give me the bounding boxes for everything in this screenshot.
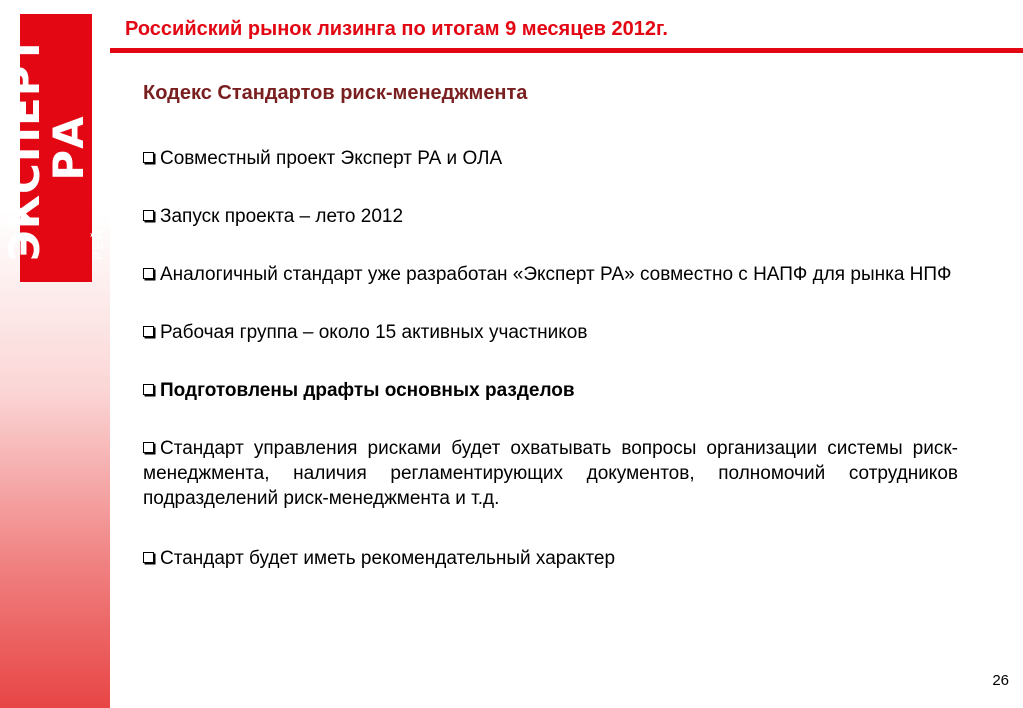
checkbox-bullet-icon xyxy=(143,442,154,453)
bullet-text: Подготовлены драфты основных разделов xyxy=(160,380,575,401)
logo-sub-text: РЕЙТИНГОВОЕ АГЕНТСТВО xyxy=(92,36,107,260)
checkbox-bullet-icon xyxy=(143,326,154,337)
checkbox-bullet-icon xyxy=(143,210,154,221)
bullet-text: Рабочая группа – около 15 активных участников xyxy=(160,322,588,343)
bullet-text: Совместный проект Эксперт РА и ОЛА xyxy=(160,148,503,169)
logo-main-text: ЭКСПЕРТ РА xyxy=(0,34,93,262)
logo-text xyxy=(0,17,109,279)
bullet-item xyxy=(143,146,958,171)
bullet-item xyxy=(143,262,958,287)
bullet-text: Аналогичный стандарт уже разработан «Эксперт РА» совместно с НАПФ для рынка НПФ xyxy=(160,264,952,285)
bullet-item xyxy=(143,546,958,571)
checkbox-bullet-icon xyxy=(143,152,154,163)
checkbox-bullet-icon xyxy=(143,552,154,563)
slide-header-title: Российский рынок лизинга по итогам 9 месяцев 2012г. xyxy=(125,18,668,40)
bullet-text: Стандарт будет иметь рекомендательный характер xyxy=(160,548,616,569)
section-title: Кодекс Стандартов риск-менеджмента xyxy=(143,82,528,104)
expert-ra-logo xyxy=(0,14,107,282)
bullet-item xyxy=(143,204,958,229)
bullet-item xyxy=(143,320,958,345)
bullet-list xyxy=(143,146,958,571)
bullet-item xyxy=(143,436,958,511)
page-number: 26 xyxy=(992,672,1009,689)
bullet-item xyxy=(143,378,958,403)
bullet-text: Запуск проекта – лето 2012 xyxy=(160,206,404,227)
header-divider xyxy=(110,48,1023,53)
checkbox-bullet-icon xyxy=(143,268,154,279)
checkbox-bullet-icon xyxy=(143,384,154,395)
bullet-text: Стандарт управления рисками будет охватывать вопросы организации системы риск-менеджмента, наличия регламентирующих документов, полномочий сотрудников подразделений риск-менеджмента и т.д. xyxy=(143,438,958,509)
